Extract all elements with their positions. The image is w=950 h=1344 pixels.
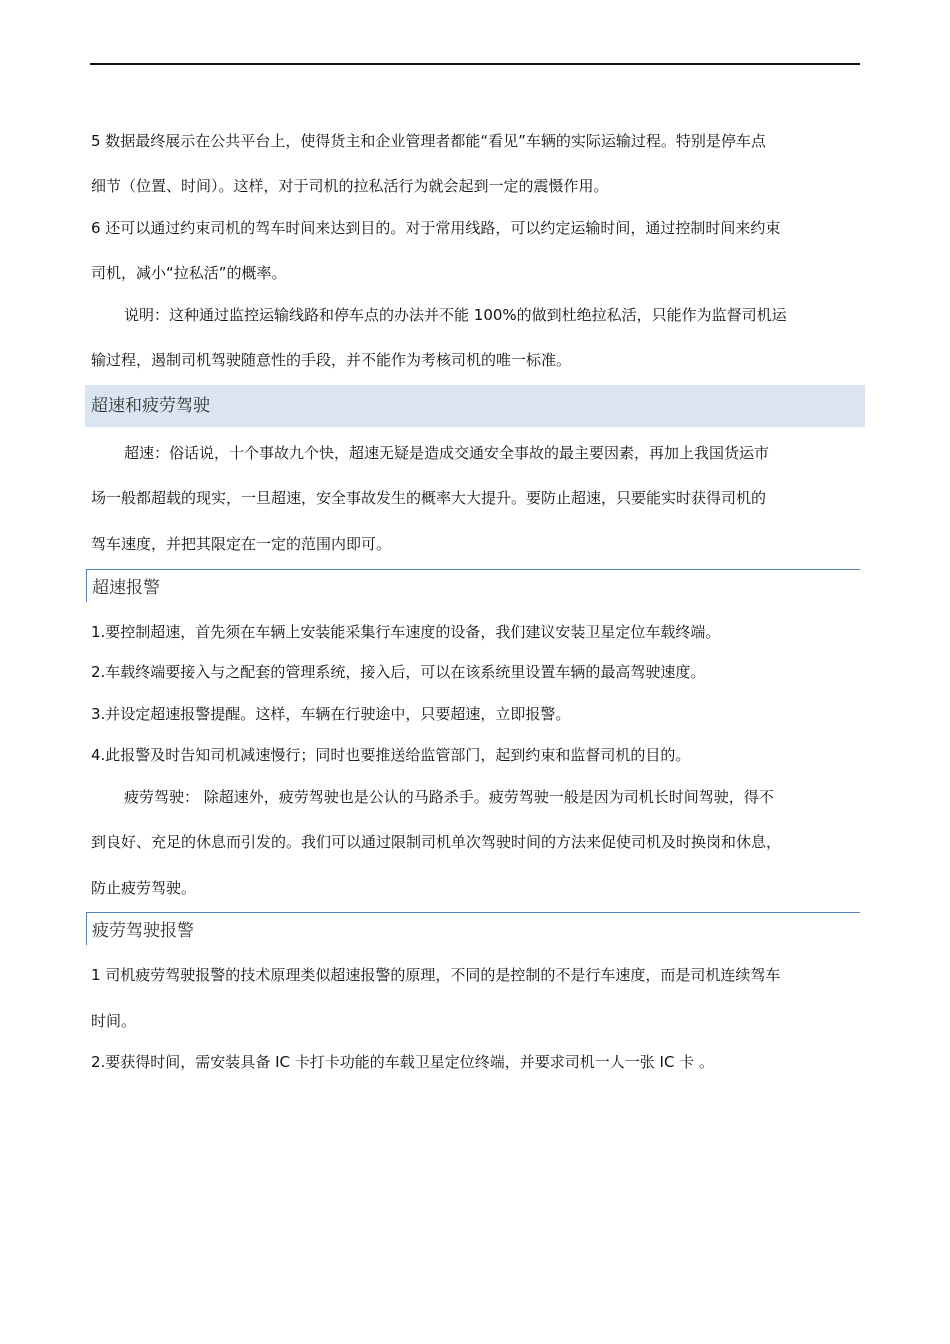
paragraph-line: 6 还可以通过约束司机的驾车时间来达到目的。对于常用线路，可以约定运输时间，通过控制时间来约束 — [91, 219, 781, 237]
section-heading-text: 超速报警 — [92, 578, 160, 598]
section-heading-text: 疲劳驾驶报警 — [92, 921, 194, 941]
list-item: 时间。 — [91, 1012, 137, 1030]
list-item: 1.要控制超速，首先须在车辆上安装能采集行车速度的设备，我们建议安装卫星定位车载终端。 — [91, 623, 721, 641]
paragraph-line: 到良好、充足的休息而引发的。我们可以通过限制司机单次驾驶时间的方法来促使司机及时换岗和休息， — [91, 833, 782, 851]
list-item: 1 司机疲劳驾驶报警的技术原理类似超速报警的原理，不同的是控制的不是行车速度，而是司机连续驾车 — [91, 966, 781, 984]
paragraph-line: 5 数据最终展示在公共平台上，使得货主和企业管理者都能“看见”车辆的实际运输过程。特别是停车点 — [91, 132, 766, 150]
note-paragraph-line: 说明：这种通过监控运输线路和停车点的办法并不能 100%的做到杜绝拉私活，只能作为监督司机运 — [124, 306, 787, 324]
paragraph-line: 防止疲劳驾驶。 — [91, 879, 197, 897]
section-heading-text: 超速和疲劳驾驶 — [91, 396, 210, 416]
list-item: 3.并设定超速报警提醒。这样，车辆在行驶途中，只要超速，立即报警。 — [91, 705, 571, 723]
note-paragraph-line: 输过程，遏制司机驾驶随意性的手段，并不能作为考核司机的唯一标准。 — [91, 351, 572, 369]
section-heading-fatigue-alarm — [86, 912, 860, 945]
paragraph-line: 超速：俗话说，十个事故九个快，超速无疑是造成交通安全事故的最主要因素，再加上我国货运市 — [124, 444, 770, 462]
list-item: 4.此报警及时告知司机减速慢行；同时也要推送给监管部门，起到约束和监督司机的目的。 — [91, 746, 691, 764]
paragraph-line: 场一般都超载的现实，一旦超速，安全事故发生的概率大大提升。要防止超速，只要能实时获得司机的 — [91, 489, 767, 507]
paragraph-line: 司机，减小“拉私活”的概率。 — [91, 264, 287, 282]
header-rule — [90, 63, 860, 65]
paragraph-line: 细节（位置、时间）。这样，对于司机的拉私活行为就会起到一定的震慑作用。 — [91, 177, 609, 195]
paragraph-line: 疲劳驾驶： 除超速外，疲劳驾驶也是公认的马路杀手。疲劳驾驶一般是因为司机长时间驾驶，得不 — [124, 788, 774, 806]
list-item: 2.要获得时间，需安装具备 IC 卡打卡功能的车载卫星定位终端，并要求司机一人一张 IC 卡 。 — [91, 1053, 714, 1071]
paragraph-line: 驾车速度，并把其限定在一定的范围内即可。 — [91, 535, 392, 553]
section-heading-speed-alarm — [86, 569, 860, 602]
section-heading-speed-fatigue — [85, 385, 865, 427]
list-item: 2.车载终端要接入与之配套的管理系统，接入后，可以在该系统里设置车辆的最高驾驶速度。 — [91, 663, 706, 681]
